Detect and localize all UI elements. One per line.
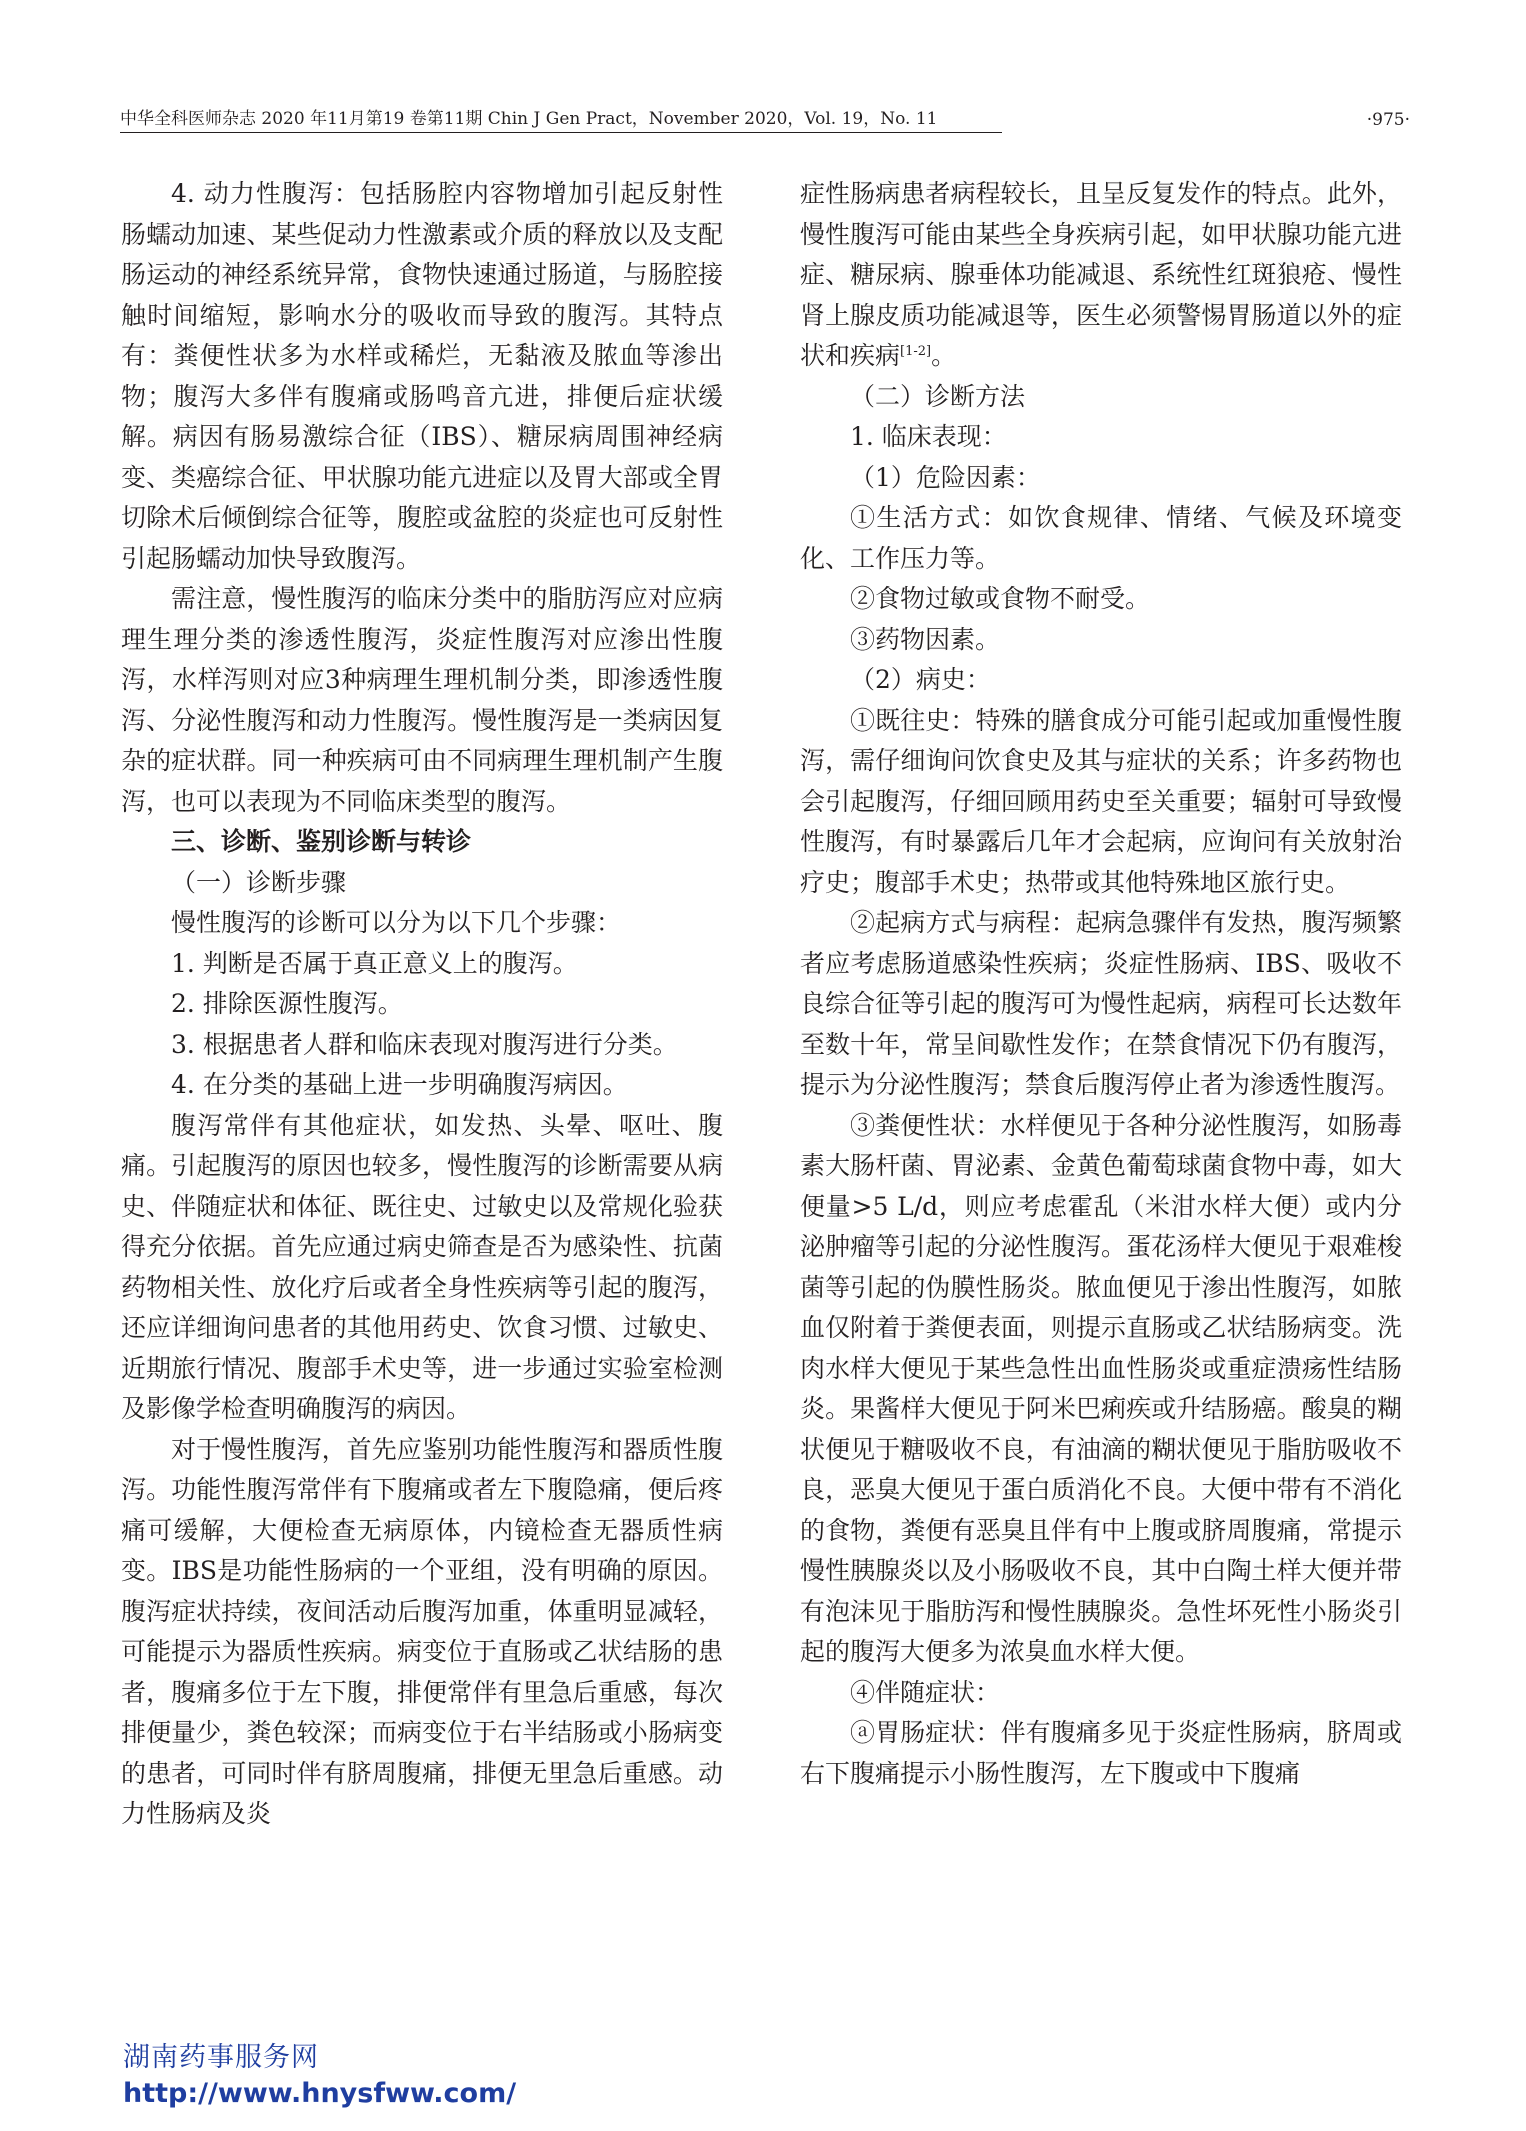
list-item: 3. 根据患者人群和临床表现对腹泻进行分类。	[171, 1029, 678, 1059]
page-header	[120, 106, 1410, 134]
list-item: 2. 排除医源性腹泻。	[171, 989, 403, 1018]
paragraph: 需注意，慢性腹泻的临床分类中的脂肪泻应对应病理生理分类的渗透性腹泻，炎症性腹泻对应渗出性腹泻，水样泻则对应3种病理生理机制分类，即渗透性腹泻、分泌性腹泻和动力性腹泻。慢性腹泻是一类病因复杂的症状群。同一种疾病可由不同病理生理机制产生腹泻，也可以表现为不同临床类型的腹泻。	[121, 584, 723, 816]
list-item: ①生活方式：如饮食规律、情绪、气候及环境变化、工作压力等。	[800, 503, 1402, 573]
journal-citation: 中华全科医师杂志 2020 年11月第19 卷第11期 Chin J Gen Pract，November 2020，Vol. 19，No. 11	[120, 106, 1002, 133]
subheading: 1. 临床表现：	[850, 422, 1007, 451]
list-item: 4. 在分类的基础上进一步明确腹泻病因。	[171, 1070, 628, 1099]
paragraph-punctuation: 。	[931, 341, 957, 370]
site-url-link[interactable]: http://www.hnysfww.com/	[123, 2078, 517, 2109]
list-item: ②食物过敏或食物不耐受。	[850, 584, 1151, 613]
citation-reference: [1-2]	[900, 344, 932, 359]
paragraph	[800, 174, 1402, 377]
subsection-heading: （一）诊断步骤	[171, 867, 347, 897]
paragraph: 对于慢性腹泻，首先应鉴别功能性腹泻和器质性腹泻。功能性腹泻常伴有下腹痛或者左下腹隐痛，便后疼痛可缓解，大便检查无病原体，内镜检查无器质性病变。IBS是功能性肠病的一个亚组，没有明确的原因。腹泻症状持续，夜间活动后腹泻加重，体重明显减轻，可能提示为器质性疾病。病变位于直肠或乙状结肠的患者，腹痛多位于左下腹，排便常伴有里急后重感，每次排便量少，粪色较深；而病变位于右半结肠或小肠病变的患者，可同时伴有脐周腹痛，排便无里急后重感。动力性肠病及炎	[121, 1434, 723, 1828]
paragraph: 4. 动力性腹泻：包括肠腔内容物增加引起反射性肠蠕动加速、某些促动力性激素或介质的释放以及支配肠运动的神经系统异常，食物快速通过肠道，与肠腔接触时间缩短，影响水分的吸收而导致的腹泻。其特点有：粪便性状多为水样或稀烂，无黏液及脓血等渗出物；腹泻大多伴有腹痛或肠鸣音亢进，排便后症状缓解。病因有肠易激综合征（IBS）、糖尿病周围神经病变、类癌综合征、甲状腺功能亢进症以及胃大部或全胃切除术后倾倒综合征等，腹腔或盆腔的炎症也可反射性引起肠蠕动加快导致腹泻。	[121, 179, 723, 573]
paragraph: ①既往史：特殊的膳食成分可能引起或加重慢性腹泻，需仔细询问饮食史及其与症状的关系；许多药物也会引起腹泻，仔细回顾用药史至关重要；辐射可导致慢性腹泻，有时暴露后几年才会起病，应询问有关放射治疗史；腹部手术史；热带或其他特殊地区旅行史。	[800, 705, 1402, 897]
subheading: （1）危险因素：	[850, 462, 1041, 492]
subheading: （2）病史：	[850, 665, 991, 694]
right-column	[800, 174, 1402, 1794]
list-item: ③药物因素。	[850, 624, 1001, 654]
paragraph: ⓐ胃肠症状：伴有腹痛多见于炎症性肠病，脐周或右下腹痛提示小肠性腹泻，左下腹或中下腹痛	[800, 1718, 1402, 1788]
subsection-heading: （二）诊断方法	[850, 381, 1026, 411]
page-number: ·975·	[1366, 110, 1410, 130]
paragraph: ②起病方式与病程：起病急骤伴有发热，腹泻频繁者应考虑肠道感染性疾病；炎症性肠病、IBS、吸收不良综合征等引起的腹泻可为慢性起病，病程可长达数年至数十年，常呈间歇性发作；在禁食情况下仍有腹泻，提示为分泌性腹泻；禁食后腹泻停止者为渗透性腹泻。	[800, 908, 1402, 1099]
paragraph: ③粪便性状：水样便见于各种分泌性腹泻，如肠毒素大肠杆菌、胃泌素、金黄色葡萄球菌食物中毒，如大便量>5 L/d，则应考虑霍乱（米泔水样大便）或内分泌肿瘤等引起的分泌性腹泻。蛋花汤样大便见于艰难梭菌等引起的伪膜性肠炎。脓血便见于渗出性腹泻，如脓血仅附着于粪便表面，则提示直肠或乙状结肠病变。洗肉水样大便见于某些急性出血性肠炎或重症溃疡性结肠炎。果酱样大便见于阿米巴痢疾或升结肠癌。酸臭的糊状便见于糖吸收不良，有油滴的糊状便见于脂肪吸收不良，恶臭大便见于蛋白质消化不良。大便中带有不消化的食物，粪便有恶臭且伴有中上腹或脐周腹痛，常提示慢性胰腺炎以及小肠吸收不良，其中白陶土样大便并带有泡沫见于脂肪泻和慢性胰腺炎。急性坏死性小肠炎引起的腹泻大便多为浓臭血水样大便。	[800, 1110, 1402, 1666]
section-heading: 三、诊断、鉴别诊断与转诊	[171, 827, 472, 856]
paragraph: 慢性腹泻的诊断可以分为以下几个步骤：	[171, 908, 622, 937]
list-item: 1. 判断是否属于真正意义上的腹泻。	[171, 948, 578, 978]
paragraph: 腹泻常伴有其他症状，如发热、头晕、呕吐、腹痛。引起腹泻的原因也较多，慢性腹泻的诊断需要从病史、伴随症状和体征、既往史、过敏史以及常规化验获得充分依据。首先应通过病史筛查是否为感染性、抗菌药物相关性、放化疗后或者全身性疾病等引起的腹泻，还应详细询问患者的其他用药史、饮食习惯、过敏史、近期旅行情况、腹部手术史等，进一步通过实验室检测及影像学检查明确腹泻的病因。	[121, 1110, 723, 1423]
left-column	[121, 174, 723, 1835]
paragraph-text: 症性肠病患者病程较长，且呈反复发作的特点。此外，慢性腹泻可能由某些全身疾病引起，如甲状腺功能亢进症、糖尿病、腺垂体功能减退、系统性红斑狼疮、慢性肾上腺皮质功能减退等，医生必须警惕胃肠道以外的症状和疾病	[800, 179, 1402, 370]
subheading: ④伴随症状：	[850, 1677, 1001, 1707]
watermark-footer	[123, 2040, 516, 2112]
site-name: 湖南药事服务网	[123, 2042, 319, 2073]
